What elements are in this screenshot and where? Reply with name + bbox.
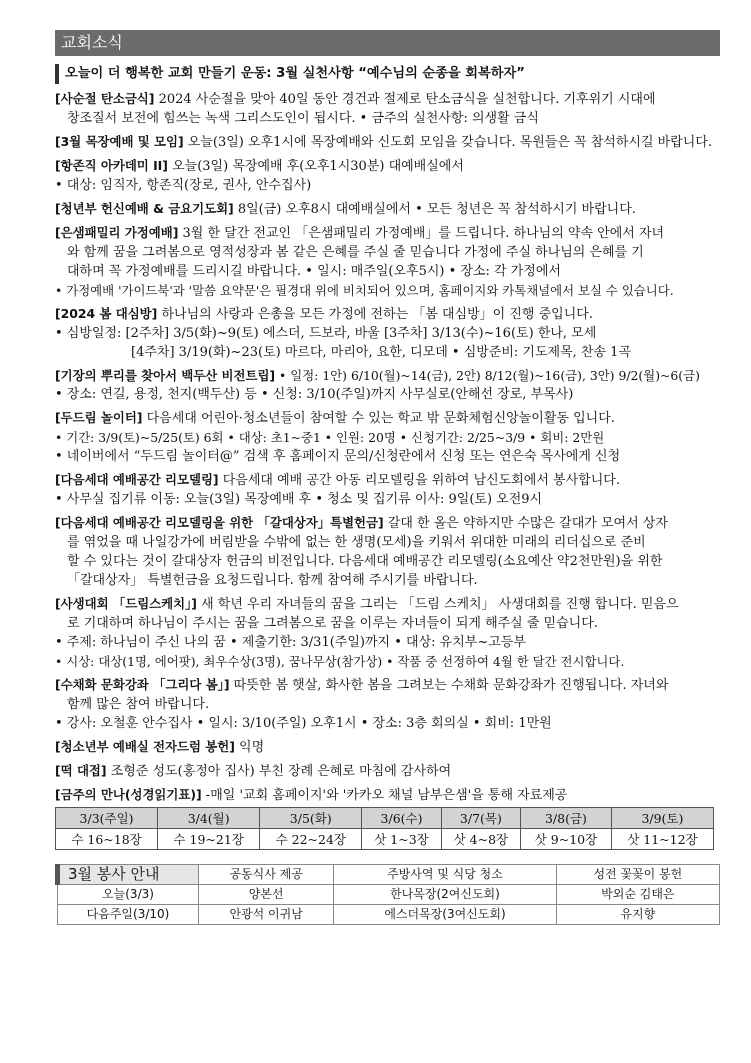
item-text: 조형준 성도(홍정아 집사) 부친 장례 은혜로 마침에 감사하여 <box>106 764 452 779</box>
item-text: -매일 '교회 홈페이지'와 '카카오 채널 남부은샘'을 통해 자료제공 <box>201 788 568 803</box>
item-tag: [다음세대 예배공간 리모델링] <box>55 472 219 487</box>
item-text: 갈대 한 올은 약하지만 수많은 갈대가 모여서 상자 <box>383 516 668 531</box>
item-text: [4주차] 3/19(화)~23(토) 마르다, 마리아, 요한, 디모데 • 심방준비: 기도제목, 찬송 1곡 <box>131 345 632 360</box>
bible-table-header-row <box>56 808 714 829</box>
bible-day: 3/6(수) <box>362 808 441 829</box>
item-text: 익명 <box>234 740 265 755</box>
bible-reading: 수 19~21장 <box>158 829 260 850</box>
bible-day: 3/5(화) <box>260 808 362 829</box>
service-cell: 에스더목장(3여신도회) <box>334 905 556 925</box>
item-text: 2024 사순절을 맞아 40일 동안 경건과 절제로 탄소금식을 실천합니다. 기후위기 시대에 <box>154 92 656 107</box>
news-item-drum-donation <box>55 737 720 757</box>
item-text: 「갈대상자」 특별헌금을 요청드립니다. 함께 참여해 주시기를 바랍니다. <box>67 573 478 588</box>
service-table <box>55 864 720 925</box>
bible-reading: 수 22~24장 <box>260 829 362 850</box>
item-tag: [두드림 놀이터] <box>55 410 143 425</box>
item-text: 와 함께 꿈을 그려봄으로 영적성장과 봄 같은 은혜를 주실 줄 믿습니다 가정에 주실 하나님의 은혜를 기 <box>67 245 644 260</box>
item-text: • 기간: 3/9(토)~5/25(토) 6회 • 대상: 초1~중1 • 인원: 20명 • 신청기간: 2/25~3/9 • 회비: 2만원 <box>55 430 605 445</box>
bible-table-reading-row <box>56 829 714 850</box>
item-text: 3월 한 달간 전교인 「은샘패밀리 가정예배」를 드립니다. 하나님의 약속 안에서 자녀 <box>178 226 665 241</box>
item-text: 창조질서 보전에 힘쓰는 녹색 그리스도인이 됩시다. • 금주의 실천사항: 의생활 금식 <box>67 111 539 126</box>
item-text: 로 기대하며 하나님이 주시는 꿈을 그려봄으로 꿈을 이루는 자녀들이 되게 해주실 줄 믿습니다. <box>67 616 598 631</box>
service-date: 다음주일(3/10) <box>58 905 199 925</box>
item-text: 8일(금) 오후8시 대예배실에서 • 모든 청년은 꼭 참석하시기 바랍니다. <box>233 202 636 217</box>
service-cell: 양본선 <box>199 885 334 905</box>
news-item-officer-academy <box>55 156 720 195</box>
service-cell: 박외순 김태은 <box>556 885 719 905</box>
item-tag: [항존직 아카데미 II] <box>55 158 168 173</box>
item-tag: [금주의 만나(성경읽기표)] <box>55 787 202 802</box>
bible-day: 3/3(주일) <box>56 808 158 829</box>
news-item-family-worship <box>55 223 720 300</box>
item-tag: [청소년부 예배실 전자드럼 봉헌] <box>55 739 235 754</box>
item-text: 대하며 꼭 가정예배를 드리시길 바랍니다. • 일시: 매주일(오후5시) • 장소: 각 가정에서 <box>67 264 561 279</box>
item-tag: [2024 봄 대심방] <box>55 306 158 321</box>
bible-day: 3/7(목) <box>441 808 520 829</box>
news-item-dream-sketch <box>55 594 720 671</box>
news-page <box>55 30 720 925</box>
item-text: 다음세대 어린아·청소년들이 참여할 수 있는 학교 밖 문화체험신앙놀이활동 입니다. <box>142 411 615 426</box>
news-item-youth-worship <box>55 199 720 219</box>
item-tag: [사순절 탄소금식] <box>55 91 155 106</box>
section-header: 교회소식 <box>55 30 720 56</box>
item-tag: [청년부 헌신예배 & 금요기도회] <box>55 201 234 216</box>
news-item-dodream-playground <box>55 408 720 466</box>
news-item-cell-worship <box>55 132 720 152</box>
item-text: • 장소: 연길, 용정, 천지(백두산) 등 • 신청: 3/10(주일)까지 사무실로(안해선 장로, 부목사) <box>55 387 574 402</box>
service-column-header: 성전 꽃꽂이 봉헌 <box>556 865 719 885</box>
news-item-remodeling <box>55 470 720 509</box>
item-text: 새 학년 우리 자녀들의 꿈을 그리는 「드림 스케치」 사생대회를 진행 합니다. 믿음으 <box>196 597 679 612</box>
item-text: • 가정예배 '가이드북'과 '말씀 요약문'은 필경대 위에 비치되어 있으며, 홈페이지와 카톡채널에서 보실 수 있습니다. <box>55 283 674 298</box>
news-item-watercolor-class <box>55 675 720 733</box>
bible-day: 3/9(토) <box>611 808 713 829</box>
item-tag: [수채화 문화강좌 「그리다 봄」] <box>55 677 230 692</box>
news-item-reed-basket-offering <box>55 513 720 590</box>
item-text: 오늘(3일) 목장예배 후(오후1시30분) 대예배실에서 <box>167 159 464 174</box>
item-text: • 주제: 하나님이 주신 나의 꿈 • 제출기한: 3/31(주일)까지 • 대상: 유치부~고등부 <box>55 635 526 650</box>
service-row <box>58 885 720 905</box>
service-header-row <box>58 865 720 885</box>
service-cell: 유지향 <box>556 905 719 925</box>
bible-reading: 삿 9~10장 <box>521 829 612 850</box>
item-text: 오늘(3일) 오후1시에 목장예배와 신도회 모임을 갖습니다. 목원들은 꼭 참석하시길 바랍니다. <box>183 135 713 150</box>
item-text: • 시상: 대상(1명, 에어팟), 최우수상(3명), 꿈나무상(참가상) • 작품 중 선정하여 4월 한 달간 전시합니다. <box>55 654 625 669</box>
service-title: 3월 봉사 안내 <box>58 865 199 885</box>
item-tag: [은샘패밀리 가정예배] <box>55 225 179 240</box>
bible-reading: 삿 11~12장 <box>611 829 713 850</box>
item-tag: [사생대회 「드림스케치」] <box>55 596 197 611</box>
bible-reading-table <box>55 807 714 850</box>
bible-reading: 수 16~18장 <box>56 829 158 850</box>
bible-day: 3/4(월) <box>158 808 260 829</box>
item-text: • 일정: 1안) 6/10(월)~14(금), 2안) 8/12(월)~16(금), 3안) 9/2(월)~6(금) <box>275 368 700 383</box>
item-text: • 대상: 임직자, 항존직(장로, 권사, 안수집사) <box>55 178 312 193</box>
bible-day: 3/8(금) <box>521 808 612 829</box>
item-text: 다음세대 예배 공간 아동 리모델링을 위하여 남신도회에서 봉사합니다. <box>218 473 620 488</box>
item-tag: [3월 목장예배 및 모임] <box>55 134 184 149</box>
news-item-spring-visitation <box>55 304 720 362</box>
news-item-bible-reading <box>55 785 720 805</box>
service-cell: 한나목장(2여신도회) <box>334 885 556 905</box>
item-tag: [떡 대접] <box>55 763 107 778</box>
item-tag: [기장의 뿌리를 찾아서 백두산 비전트립] <box>55 368 276 383</box>
item-text: 를 엮었을 때 나일강가에 버림받을 수밖에 없는 한 생명(모세)을 키워서 위대한 미래의 리더십으로 준비 <box>67 535 646 550</box>
item-text: • 네이버에서 “두드림 놀이터@” 검색 후 홈페이지 문의/신청란에서 신청 또는 연은숙 목사에게 신청 <box>55 449 621 464</box>
item-text: 함께 많은 참여 바랍니다. <box>67 697 210 712</box>
main-title: 오늘이 더 행복한 교회 만들기 운동: 3월 실천사항 “예수님의 순종을 회복하자” <box>55 64 720 84</box>
item-text: 할 수 있다는 것이 갈대상자 헌금의 비전입니다. 다음세대 예배공간 리모델링(소요예산 약2천만원)을 위한 <box>67 554 663 569</box>
news-item-lent-carbon-fast <box>55 89 720 128</box>
service-cell: 안광석 이귀남 <box>199 905 334 925</box>
item-text: • 심방일정: [2주차] 3/5(화)~9(토) 에스더, 드보라, 바울 [3주차] 3/13(수)~16(토) 한나, 모세 <box>55 326 597 341</box>
item-text: 하나님의 사랑과 은총을 모든 가정에 전하는 「봄 대심방」이 진행 중입니다. <box>157 307 593 322</box>
service-date: 오늘(3/3) <box>58 885 199 905</box>
service-column-header: 주방사역 및 식당 청소 <box>334 865 556 885</box>
service-column-header: 공동식사 제공 <box>199 865 334 885</box>
bible-reading: 삿 4~8장 <box>441 829 520 850</box>
news-item-vision-trip <box>55 366 720 404</box>
item-text: • 강사: 오철훈 안수집사 • 일시: 3/10(주일) 오후1시 • 장소: 3층 회의실 • 회비: 1만원 <box>55 716 552 731</box>
service-row <box>58 905 720 925</box>
bible-reading: 삿 1~3장 <box>362 829 441 850</box>
news-item-rice-cake <box>55 761 720 781</box>
item-text: 따뜻한 봄 햇살, 화사한 봄을 그려보는 수채화 문화강좌가 진행됩니다. 자녀와 <box>229 678 669 693</box>
item-tag: [다음세대 예배공간 리모델링을 위한 「갈대상자」특별헌금] <box>55 515 384 530</box>
service-section <box>55 864 720 925</box>
item-text: • 사무실 집기류 이동: 오늘(3일) 목장예배 후 • 청소 및 집기류 이사: 9일(토) 오전9시 <box>55 492 543 507</box>
